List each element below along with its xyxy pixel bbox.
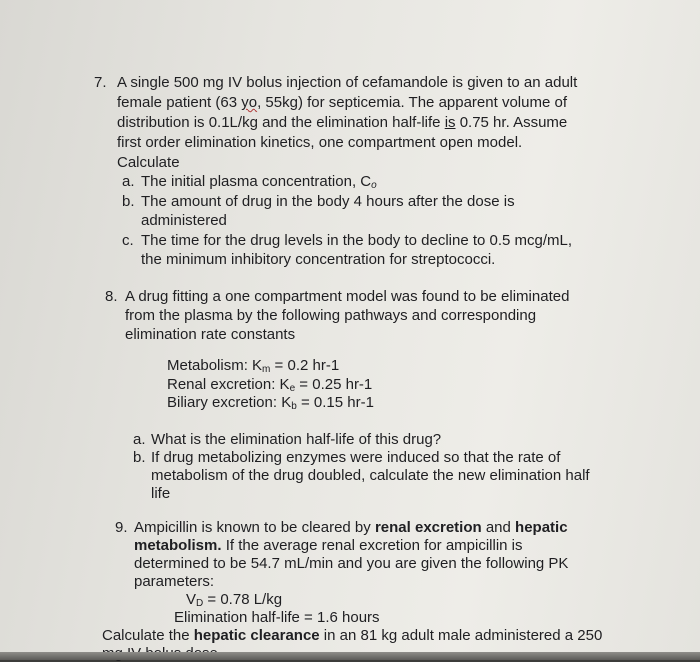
q7b-line1: The amount of drug in the body 4 hours after the dose is (141, 193, 515, 210)
q8a-label: a. (133, 431, 146, 448)
q8-number: 8. (105, 288, 118, 305)
q7c-label: c. (122, 232, 134, 249)
q8a-text: What is the elimination half-life of this drug? (151, 431, 442, 448)
q9-line2: metabolism. If the average renal excretion for ampicillin is (134, 537, 523, 554)
q9-line4: parameters: (134, 573, 215, 590)
q7-line4: first order elimination kinetics, one compartment open model. (117, 134, 523, 151)
q7c-line2: the minimum inhibitory concentration for streptococci. (141, 251, 496, 268)
q7-line1: A single 500 mg IV bolus injection of cefamandole is given to an adult (117, 74, 578, 91)
q7-calculate: Calculate (117, 154, 180, 171)
q9-calc-line1: Calculate the hepatic clearance in an 81 kg adult male administered a 250 (102, 627, 603, 644)
q9-line3: determined to be 54.7 mL/min and you are given the following PK (134, 555, 569, 572)
q8b-label: b. (133, 449, 146, 466)
q9-line1: Ampicillin is known to be cleared by renal excretion and hepatic (134, 519, 568, 536)
q7b-line2: administered (141, 212, 227, 229)
q9-number: 9. (115, 519, 128, 536)
q8b-line1: If drug metabolizing enzymes were induced so that the rate of (151, 449, 561, 466)
q7a-text: The initial plasma concentration, $C_o$ (141, 173, 377, 191)
q7-line2: female patient (63 yo, 55kg) for septicemia. The apparent volume of (117, 94, 567, 111)
q8b-line2: metabolism of the drug doubled, calculate the new elimination half (151, 467, 590, 484)
q8-metabolism: Metabolism: $K_m = 0.2$ hr-1 (167, 357, 340, 375)
q8-line3: elimination rate constants (125, 326, 296, 343)
q8b-line3: life (151, 485, 171, 502)
q8-biliary: Biliary excretion: $K_b = 0.15$ hr-1 (167, 394, 374, 412)
q9-vd: $V_D = 0.78$ L/kg (186, 591, 283, 609)
q7c-line1: The time for the drug levels in the body to decline to 0.5 mcg/mL, (141, 232, 573, 249)
spell-flag-yo: yo (241, 94, 258, 111)
page-bottom-edge (0, 652, 700, 660)
q7a-label: a. (122, 173, 135, 190)
grammar-flag-is: is (444, 114, 456, 131)
q7-line3: distribution is 0.1L/kg and the elimination half-life is 0.75 hr. Assume (117, 114, 568, 131)
q7b-label: b. (122, 193, 135, 210)
q8-line2: from the plasma by the following pathways and corresponding (125, 307, 537, 324)
q9-half-life: Elimination half-life = 1.6 hours (174, 609, 380, 626)
q8-renal: Renal excretion: $K_e = 0.25$ hr-1 (167, 376, 373, 394)
q8-line1: A drug fitting a one compartment model was found to be eliminated (125, 288, 570, 305)
q7-number: 7. (94, 74, 107, 91)
